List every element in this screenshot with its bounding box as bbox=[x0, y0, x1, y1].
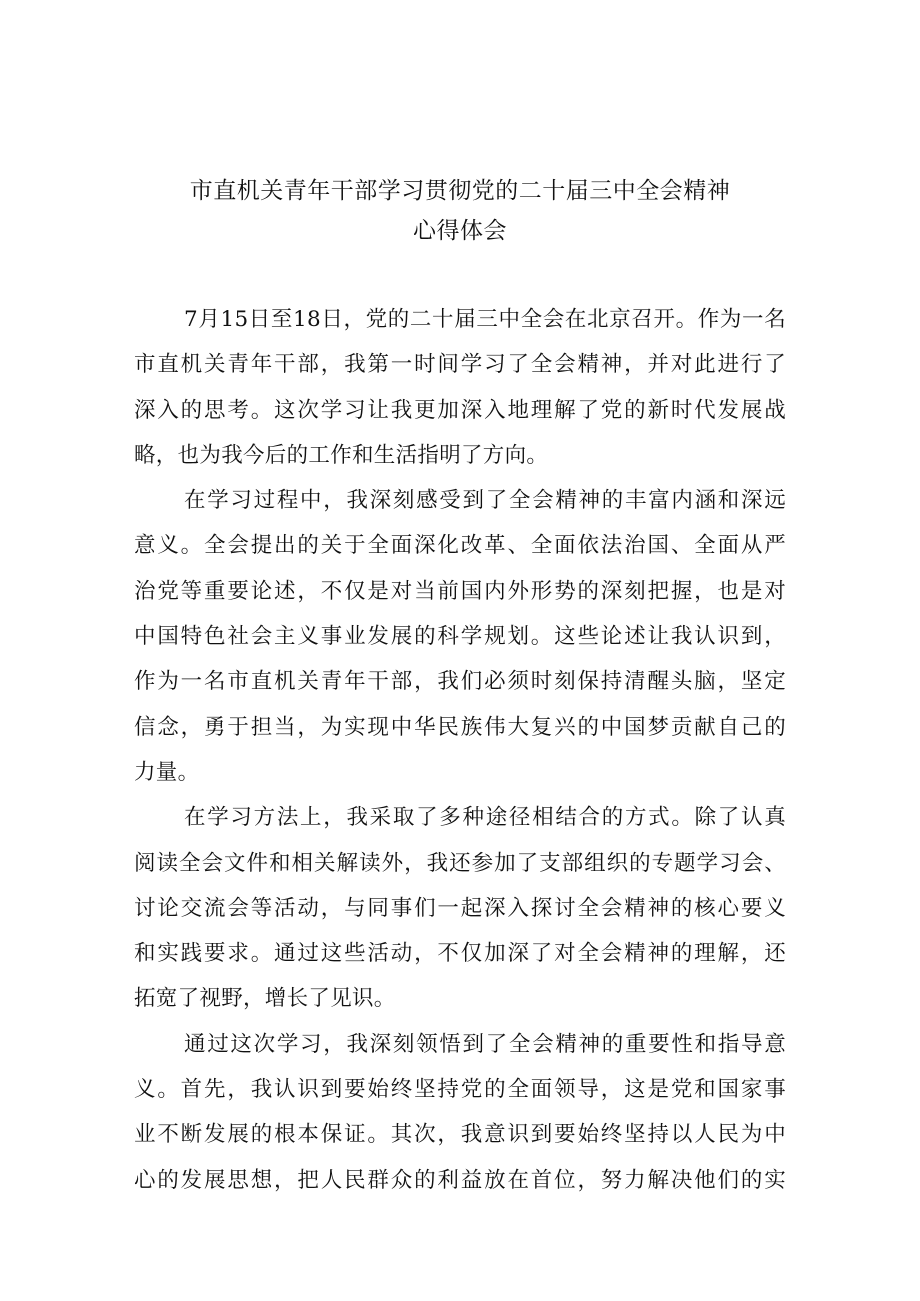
body-text-line: 信念，勇于担当，为实现中华民族伟大复兴的中国梦贡献自己的 bbox=[134, 714, 786, 740]
body-text-line: 通过这次学习，我深刻领悟到了全会精神的重要性和指导意 bbox=[184, 1031, 786, 1057]
body-text-line: 阅读全会文件和相关解读外，我还参加了支部组织的专题学习会、 bbox=[134, 850, 786, 876]
body-text-line: 意义。全会提出的关于全面深化改革、全面依法治国、全面从严 bbox=[134, 533, 786, 559]
body-text-line: 力量。 bbox=[134, 759, 200, 785]
document-body bbox=[134, 297, 786, 1203]
body-text-line: 中国特色社会主义事业发展的科学规划。这些论述让我认识到， bbox=[134, 624, 786, 650]
body-text-line: 略，也为我今后的工作和生活指明了方向。 bbox=[134, 442, 549, 468]
body-text-line: 在学习过程中，我深刻感受到了全会精神的丰富内涵和深远 bbox=[184, 488, 786, 514]
body-text-line: 心的发展思想，把人民群众的利益放在首位，努力解决他们的实 bbox=[134, 1167, 786, 1193]
document-title-line-2: 心得体会 bbox=[413, 218, 507, 244]
body-text-line: 市直机关青年干部，我第一时间学习了全会精神，并对此进行了 bbox=[134, 352, 786, 378]
body-text-line: 业不断发展的根本保证。其次，我意识到要始终坚持以人民为中 bbox=[134, 1122, 786, 1148]
body-text-line: 和实践要求。通过这些活动，不仅加深了对全会精神的理解，还 bbox=[134, 941, 786, 967]
body-text-line: 讨论交流会等活动，与同事们一起深入探讨全会精神的核心要义 bbox=[134, 895, 786, 921]
body-text-line: 深入的思考。这次学习让我更加深入地理解了党的新时代发展战 bbox=[134, 397, 786, 423]
document-title-line-1: 市直机关青年干部学习贯彻党的二十届三中全会精神 bbox=[189, 178, 731, 204]
body-text-line: 在学习方法上，我采取了多种途径相结合的方式。除了认真 bbox=[184, 805, 786, 831]
body-text-line: 拓宽了视野，增长了见识。 bbox=[134, 986, 396, 1012]
body-text-line: 作为一名市直机关青年干部，我们必须时刻保持清醒头脑，坚定 bbox=[134, 669, 786, 695]
body-text-line: 义。首先，我认识到要始终坚持党的全面领导，这是党和国家事 bbox=[134, 1077, 786, 1103]
body-text-line: 治党等重要论述，不仅是对当前国内外形势的深刻把握，也是对 bbox=[134, 578, 786, 604]
body-text-line: 7月15日至18日，党的二十届三中全会在北京召开。作为一名 bbox=[184, 307, 786, 332]
